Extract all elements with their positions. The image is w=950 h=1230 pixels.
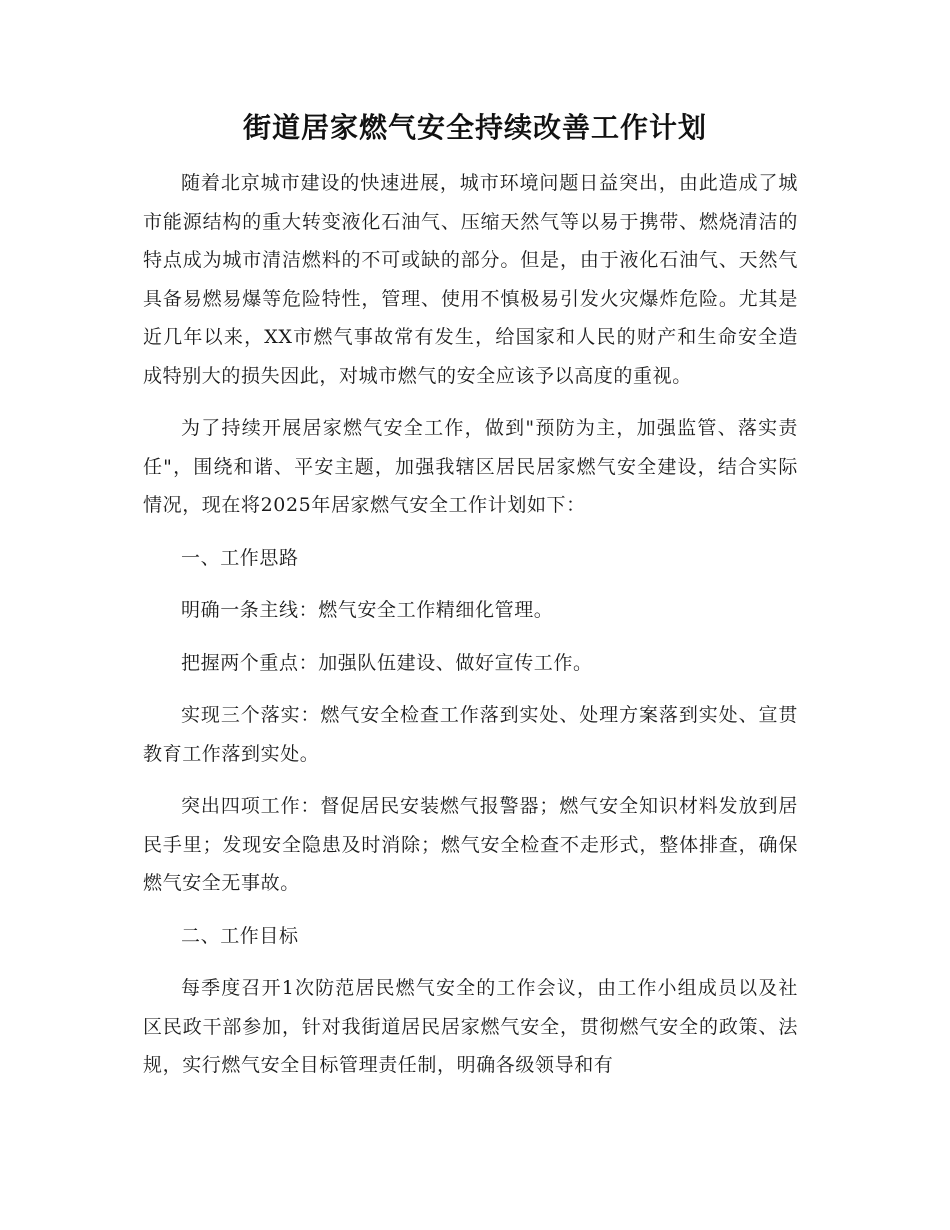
document-title: 街道居家燃气安全持续改善工作计划 bbox=[242, 111, 707, 144]
paragraph-plan-overview: 为了持续开展居家燃气安全工作，做到"预防为主，加强监管、落实责任"，围绕和谐、平安主题，加强我辖区居民居家燃气安全建设，结合实际情况，现在将2025年居家燃气安全工作计划如下： bbox=[143, 417, 798, 516]
section-heading-work-goals: 二、工作目标 bbox=[181, 924, 299, 947]
section-heading-work-approach: 一、工作思路 bbox=[181, 546, 299, 569]
document-body bbox=[143, 164, 798, 1085]
paragraph-main-line: 明确一条主线：燃气安全工作精细化管理。 bbox=[181, 599, 554, 621]
paragraph-quarterly-meeting: 每季度召开1次防范居民燃气安全的工作会议，由工作小组成员以及社区民政干部参加，针对我街道居民居家燃气安全，贯彻燃气安全的政策、法规，实行燃气安全目标管理责任制，明确各级领导和有 bbox=[143, 977, 798, 1076]
paragraph-four-tasks: 突出四项工作：督促居民安装燃气报警器；燃气安全知识材料发放到居民手里；发现安全隐患及时消除；燃气安全检查不走形式，整体排查，确保燃气安全无事故。 bbox=[143, 795, 798, 894]
paragraph-two-focuses: 把握两个重点：加强队伍建设、做好宣传工作。 bbox=[181, 651, 593, 674]
paragraph-intro: 随着北京城市建设的快速进展，城市环境问题日益突出，由此造成了城市能源结构的重大转变液化石油气、压缩天然气等以易于携带、燃烧清洁的特点成为城市清洁燃料的不可或缺的部分。但是，由于液化石油气、天然气具备易燃易爆等危险特性，管理、使用不慎极易引发火灾爆炸危险。尤其是近几年以来，XX市燃气事故常有发生，给国家和人民的财产和生命安全造成特别大的损失因此，对城市燃气的安全应该予以高度的重视。 bbox=[143, 172, 798, 387]
paragraph-three-implementations: 实现三个落实：燃气安全检查工作落到实处、处理方案落到实处、宣贯教育工作落到实处。 bbox=[143, 704, 798, 765]
